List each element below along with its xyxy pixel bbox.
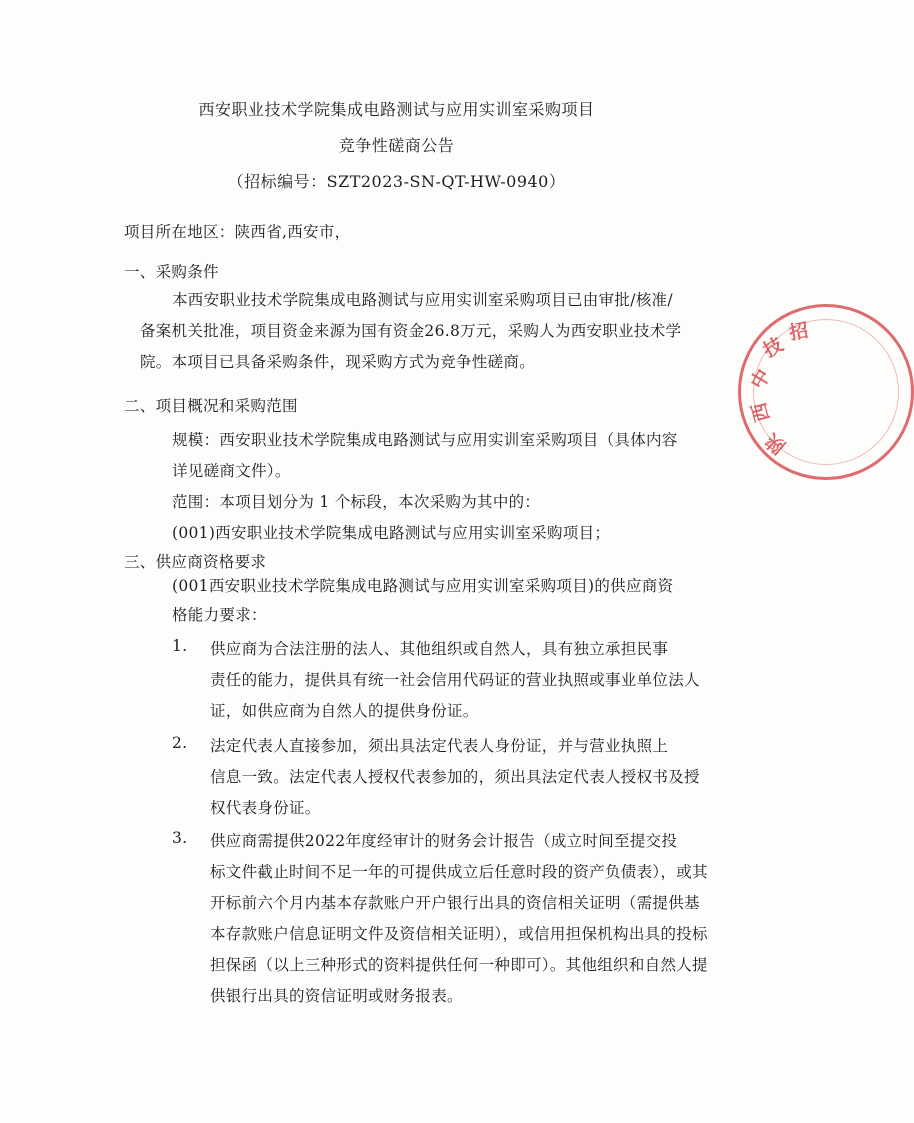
- page-title: 西安职业技术学院集成电路测试与应用实训室采购项目: [198, 100, 595, 119]
- seal-char: 技: [759, 333, 787, 363]
- seal-char: 西: [747, 400, 775, 425]
- seal-char: 招: [787, 319, 811, 345]
- list-item-line: 供应商为合法注册的法人、其他组织或自然人，具有独立承担民事: [210, 640, 669, 658]
- list-item-line: 标文件截止时间不足一年的可提供成立后任意时段的资产负债表），或其: [210, 863, 708, 881]
- paragraph-line: 院。本项目已具备采购条件，现采购方式为竞争性磋商。: [140, 353, 536, 371]
- list-item-line: 信息一致。法定代表人授权代表参加的，须出具法定代表人授权书及授: [210, 768, 700, 786]
- list-item-number: 3.: [172, 829, 188, 847]
- list-item-number: 1.: [172, 637, 188, 655]
- list-item-number: 2.: [172, 734, 188, 752]
- section-heading-procurement-conditions: 一、采购条件: [124, 263, 219, 281]
- list-item-line: 供银行出具的资信证明或财务报表。: [210, 987, 463, 1005]
- list-item-line: 担保函（以上三种形式的资料提供任何一种即可）。其他组织和自然人提: [210, 956, 708, 974]
- section-heading-qualification: 三、供应商资格要求: [124, 553, 267, 571]
- project-location: 项目所在地区：陕西省,西安市，: [124, 223, 351, 241]
- tender-number: （招标编号：SZT2023-SN-QT-HW-0940）: [227, 172, 566, 191]
- section-heading-project-overview: 二、项目概况和采购范围: [124, 397, 298, 415]
- paragraph-line: 规模：西安职业技术学院集成电路测试与应用实训室采购项目（具体内容: [172, 431, 678, 449]
- list-item-line: 开标前六个月内基本存款账户开户银行出具的资信相关证明（需提供基: [210, 894, 700, 912]
- paragraph-line: 范围：本项目划分为 1 个标段，本次采购为其中的：: [172, 493, 541, 511]
- paragraph-line: (001)西安职业技术学院集成电路测试与应用实训室采购项目；: [172, 524, 611, 542]
- seal-char: 陕: [761, 428, 790, 458]
- paragraph-line: 详见磋商文件）。: [172, 462, 291, 480]
- paragraph-line: 格能力要求：: [172, 606, 267, 624]
- paragraph-line: (001西安职业技术学院集成电路测试与应用实训室采购项目)的供应商资: [172, 577, 674, 595]
- official-seal: [738, 304, 914, 480]
- list-item-line: 供应商需提供2022年度经审计的财务会计报告（成立时间至提交投: [210, 832, 678, 850]
- list-item-line: 权代表身份证。: [210, 799, 321, 817]
- page-subtitle: 竞争性磋商公告: [338, 136, 455, 155]
- paragraph-line: 本西安职业技术学院集成电路测试与应用实训室采购项目已由审批/核准/: [172, 291, 673, 309]
- paragraph-line: 备案机关批准，项目资金来源为国有资金26.8万元，采购人为西安职业技术学: [140, 322, 682, 340]
- seal-char: 中: [746, 365, 776, 393]
- list-item-line: 本存款账户信息证明文件及资信相关证明），或信用担保机构出具的投标: [210, 925, 708, 943]
- list-item-line: 责任的能力，提供具有统一社会信用代码证的营业执照或事业单位法人: [210, 671, 700, 689]
- list-item-line: 证，如供应商为自然人的提供身份证。: [210, 702, 479, 720]
- list-item-line: 法定代表人直接参加，须出具法定代表人身份证，并与营业执照上: [210, 737, 669, 755]
